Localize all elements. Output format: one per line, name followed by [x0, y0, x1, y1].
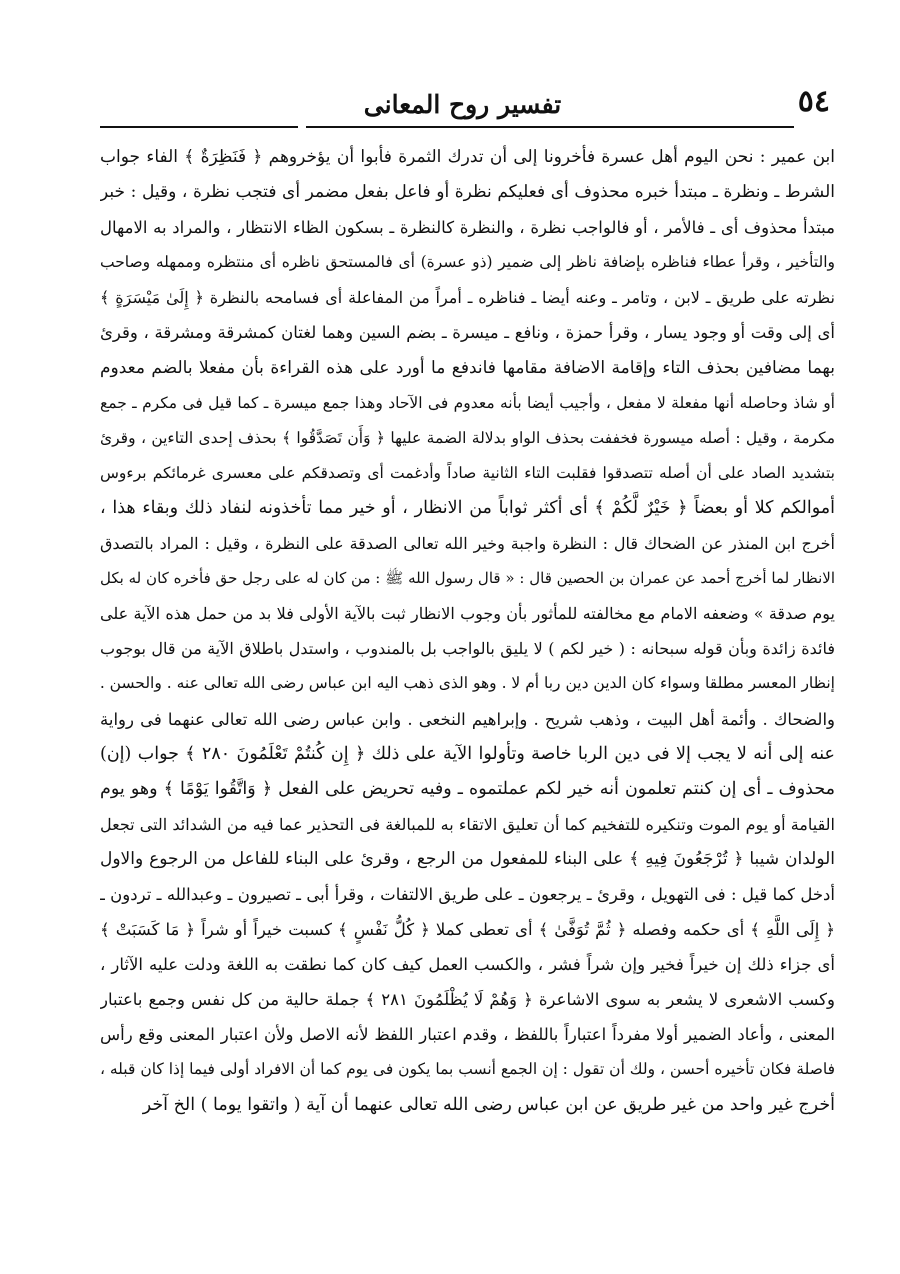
text-line: بتشديد الصاد على أن أصله تتصدقوا فقلبت التاء الثانية صاداً وأدغمت أى وتصدقكم على معسرى غرمائكم برءوس	[100, 463, 835, 482]
text-line: عنه إلى أنه لا يجب إلا فى دين الربا خاصة وتأولوا الآية على ذلك ﴿ إِن كُنتُمْ تَعْلَمُونَ ٢٨٠ ﴾ جواب (إن)	[100, 743, 835, 764]
text-line: محذوف ـ أى إن كنتم تعلمون أنه خير لكم عملتموه ـ وفيه تحريض على الفعل ﴿ وَاتَّقُوا يَوْمًا ﴾ وهو يوم	[100, 778, 835, 799]
text-line: الولدان شيبا ﴿ تُرْجَعُونَ فِيهِ ﴾ على البناء للمفعول من الرجع ، وقرئ على البناء للفاعل من الرجوع والاول	[100, 848, 835, 869]
text-line: إنظار المعسر مطلقا وسواء كان الدين دين ربا أم لا . وهو الذى ذهب اليه ابن عباس رضى الله تعالى عنه . والحسن .	[100, 674, 835, 693]
text-line: يوم صدقة » وضعفه الامام مع مخالفته للمأثور بأن وجوب الانظار ثبت بالآية الأولى فلا بد من حمل هذه الآية على	[100, 604, 835, 624]
page-header	[95, 78, 830, 118]
running-title: تفسير روح المعانى	[363, 90, 562, 119]
page-number: ٥٤	[797, 84, 830, 119]
text-line: ابن عمير : نحن اليوم أهل عسرة فأخرونا إلى أن تدرك الثمرة فأبوا أن يؤخروهم ﴿ فَنَظِرَةٌ ﴾ الفاء جواب	[100, 147, 835, 167]
text-line: نظرته على طريق ـ لابن ، وتامر ـ وعنه أيضا ـ فناظره ـ أمراً من المفاعلة أى فسامحه بالنظرة ﴿ إِلَىٰ مَيْسَرَةٍ ﴾	[100, 288, 835, 308]
text-line: المعنى ، وأعاد الضمير أولا مفرداً اعتباراً باللفظ ، وقدم اعتبار اللفظ لأنه الاصل ولأن اعتبار المعنى وقع رأس	[100, 1025, 835, 1045]
text-line: الشرط ـ ونظرة ـ مبتدأ خبره محذوف أى فعليكم نظرة أو فاعل بفعل مضمر أى فتجب نظرة ، وقيل : خبر	[100, 182, 835, 203]
text-line: أموالكم كلا أو بعضاً ﴿ خَيْرٌ لَّكُمْ ﴾ أى أكثر ثواباً من الانظار ، أو خير مما تأخذونه لنفاد ذلك وبقاء هذا ،	[100, 497, 835, 518]
text-line: مكرمة ، وقيل : أصله ميسورة فخففت بحذف الواو بدلالة الضمة عليها ﴿ وَأَن تَصَدَّقُوا ﴾ بحذف إحدى التاءين ، وقرئ	[100, 428, 835, 447]
text-line: الانظار لما أخرج أحمد عن عمران بن الحصين قال : « قال رسول الله ﷺ : من كان له على رجل حق فأخره كان له بكل	[100, 569, 835, 588]
text-line: أى إلى وقت أو وجود يسار ، وقرأ حمزة ، ونافع ـ ميسرة ـ بضم السين وهما لغتان كمشرقة ومشرقة ، وقرئ	[100, 323, 835, 343]
text-line: فائدة زائدة وبأن قوله سبحانه : ( خير لكم ) لا يليق بالواجب بل بالمندوب ، واستدل باطلاق الآية من قال بوجوب	[100, 639, 835, 659]
header-rule-right	[306, 126, 794, 128]
text-line: وكسب الاشعرى لا يشعر به سوى الاشاعرة ﴿ وَهُمْ لَا يُظْلَمُونَ ٢٨١ ﴾ جملة حالية من كل نفس وجمع باعتبار	[100, 990, 835, 1010]
text-line: بهما مضافين بحذف التاء وإقامة الاضافة مقامها فاندفع ما أورد على هذه القراءة بأن مفعلا بالضم معدوم	[100, 357, 835, 378]
text-line: فاصلة فكان تأخيره أحسن ، ولك أن تقول : إن الجمع أنسب بما يكون فى يوم كما أن الافراد أولى فيما إذا كان قبله ،	[100, 1060, 835, 1079]
text-line: والضحاك . وأئمة أهل البيت ، وذهب شريح . وإبراهيم النخعى . وابن عباس رضى الله تعالى عنهما فى رواية	[100, 709, 835, 729]
text-line: أى جزاء ذلك إن خيراً فخير وإن شراً فشر ، والكسب العمل كيف كان كما نطقت به اللغة ودلت عليه الآثار ،	[100, 955, 835, 975]
text-line: أخرج ابن المنذر عن الضحاك قال : النظرة واجبة وخير الله تعالى الصدقة على النظرة ، وقيل : المراد بالتصدق	[100, 534, 835, 554]
text-line: أدخل كما قيل : فى التهويل ، وقرئ ـ يرجعون ـ على طريق الالتفات ، وقرأ أبى ـ تصيرون ـ وعبدالله ـ تردون ـ	[100, 884, 835, 904]
text-line: القيامة أو يوم الموت وتنكيره للتفخيم كما أن تعليق الاتقاء به للمبالغة فى التحذير عما فيه من الشدائد التى تجعل	[100, 814, 835, 834]
text-line: ﴿ إِلَى اللَّهِ ﴾ أى حكمه وفصله ﴿ ثُمَّ تُوَفَّىٰ ﴾ أى تعطى كملا ﴿ كُلُّ نَفْسٍ ﴾ كسبت خيراً أو شراً ﴿ مَا كَسَبَتْ ﴾	[100, 920, 835, 940]
text-line: أخرج غير واحد من غير طريق عن ابن عباس رضى الله تعالى عنهما أن آية ( واتقوا يوما ) الخ آخر	[142, 1094, 835, 1115]
text-line: أو شاذ وحاصله أنها مفعلة لا مفعل ، وأجيب أيضا بأنه معدوم فى الآحاد وهذا جمع ميسرة ـ كما قيل فى مكرم ـ جمع	[100, 393, 835, 412]
header-rule-left	[100, 126, 298, 128]
commentary-text	[100, 140, 835, 1123]
text-line: والتأخير ، وقرأ عطاء فناظره بإضافة ناظر إلى ضمير (ذو عسرة) أى فالمستحق ناظره أى منتظره وممهله وصاحب	[100, 253, 835, 272]
text-line: مبتدأ محذوف أى ـ فالأمر ، أو فالواجب نظرة ، والنظرة كالنظرة ـ بسكون الظاء الانتظار ، والمراد به الامهال	[100, 218, 835, 238]
